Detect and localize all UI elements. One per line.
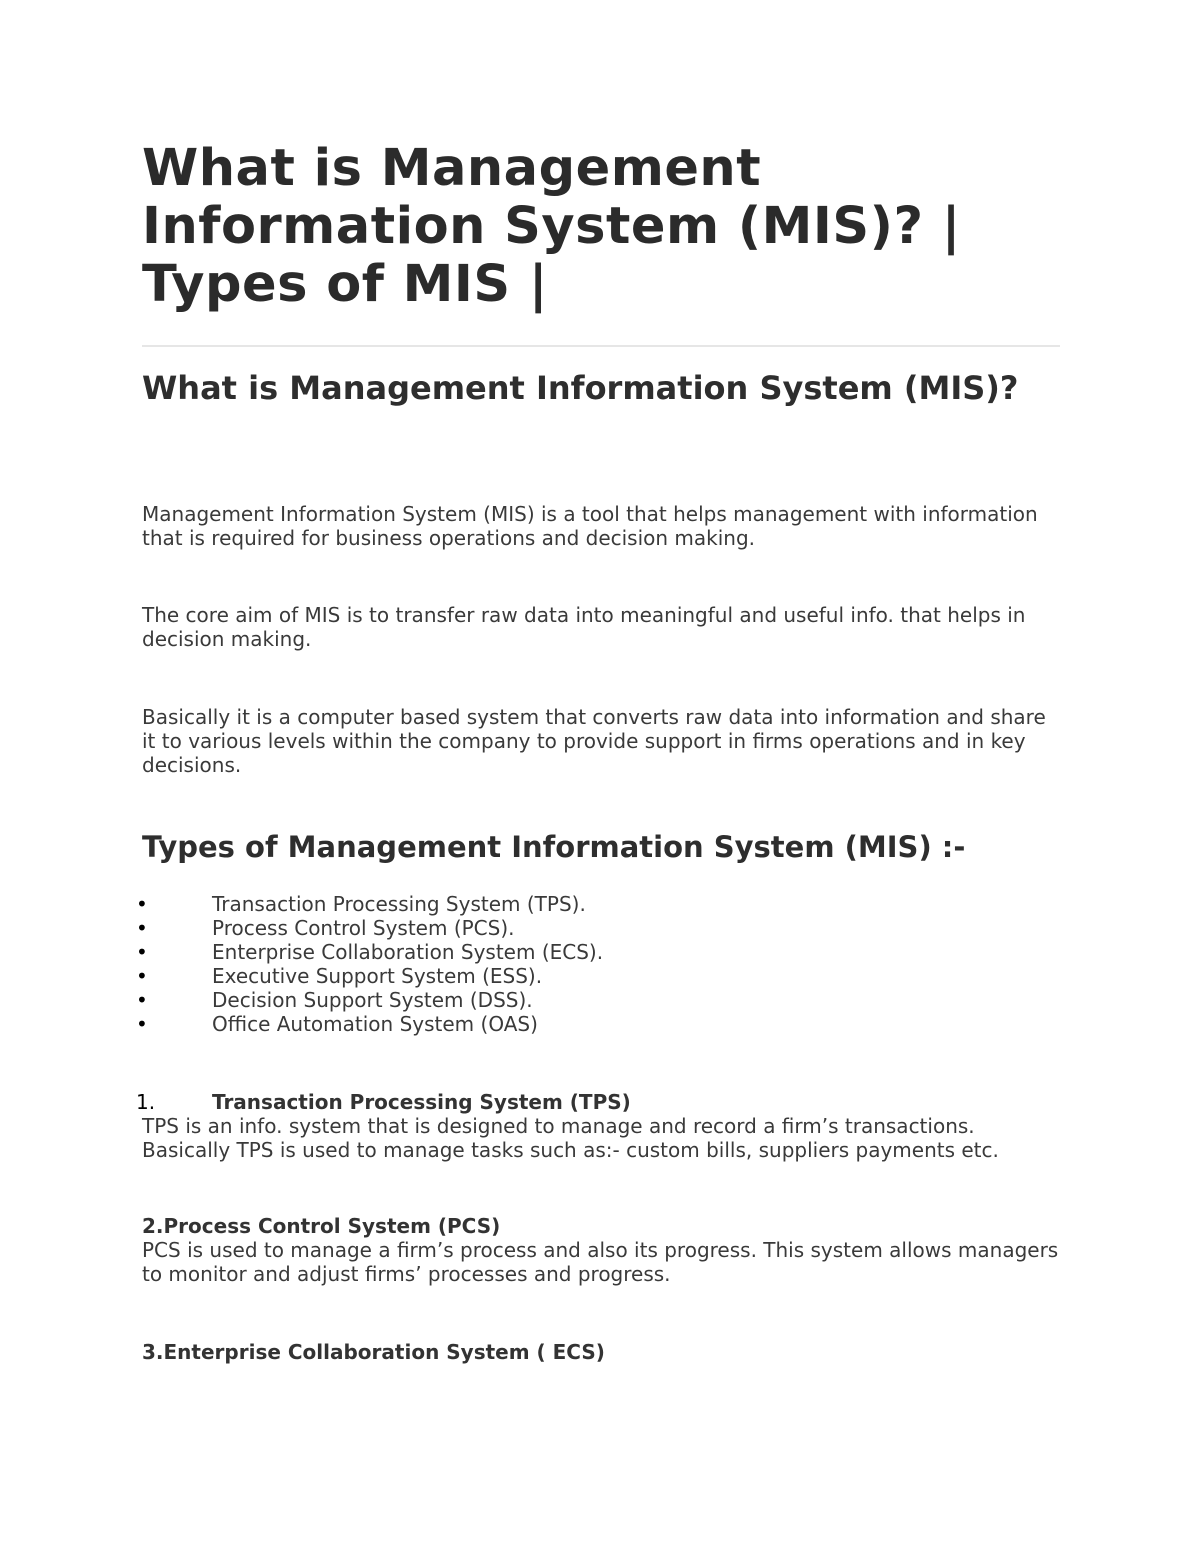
bullet-icon: • [136,1012,148,1036]
list-item-label: Enterprise Collaboration System (ECS). [212,940,604,964]
page-title: What is Management Information System (MIS)? | Types of MIS | [142,139,961,314]
section-heading-what-is-mis: What is Management Information System (MIS)? [142,369,1019,407]
list-item-label: Process Control System (PCS). [212,916,515,940]
paragraph-definition: Management Information System (MIS) is a tool that helps management with information that is required for business operations and decision making. [142,502,1038,550]
bullet-icon: • [136,940,148,964]
list-item [136,940,1060,964]
detail-heading [136,1090,1060,1114]
detail-section-tps [136,1090,1060,1162]
section-heading-types-of-mis: Types of Management Information System (MIS) :- [142,830,966,864]
list-item [136,988,1060,1012]
detail-heading: 3.Enterprise Collaboration System ( ECS) [142,1340,605,1364]
bullet-icon: • [136,892,148,916]
list-item [136,964,1060,988]
title-divider [142,345,1060,347]
detail-body: PCS is used to manage a firm’s process and also its progress. This system allows managers to monitor and adjust firms’ processes and progress. [142,1238,1059,1286]
bullet-icon: • [136,988,148,1012]
detail-section-pcs [142,1214,1060,1286]
list-item-label: Executive Support System (ESS). [212,964,543,988]
list-item [136,1012,1060,1036]
types-list [136,892,1060,1036]
detail-heading-label: Transaction Processing System (TPS) [212,1090,631,1114]
list-item-label: Transaction Processing System (TPS). [212,892,586,916]
paragraph-basically: Basically it is a computer based system that converts raw data into information and share it to various levels within the company to provide support in firms operations and in key decisions. [142,705,1046,777]
list-item [136,916,1060,940]
list-item-label: Office Automation System (OAS) [212,1012,538,1036]
detail-heading: 2.Process Control System (PCS) [142,1214,501,1238]
list-item-label: Decision Support System (DSS). [212,988,533,1012]
detail-section-ecs [142,1340,1060,1364]
detail-body: TPS is an info. system that is designed to manage and record a firm’s transactions. Basically TPS is used to manage tasks such as:- custom bills, suppliers payments etc. [142,1114,999,1162]
paragraph-core-aim: The core aim of MIS is to transfer raw data into meaningful and useful info. that helps in decision making. [142,603,1026,651]
detail-number: 1. [136,1090,156,1114]
bullet-icon: • [136,964,148,988]
bullet-icon: • [136,916,148,940]
list-item [136,892,1060,916]
